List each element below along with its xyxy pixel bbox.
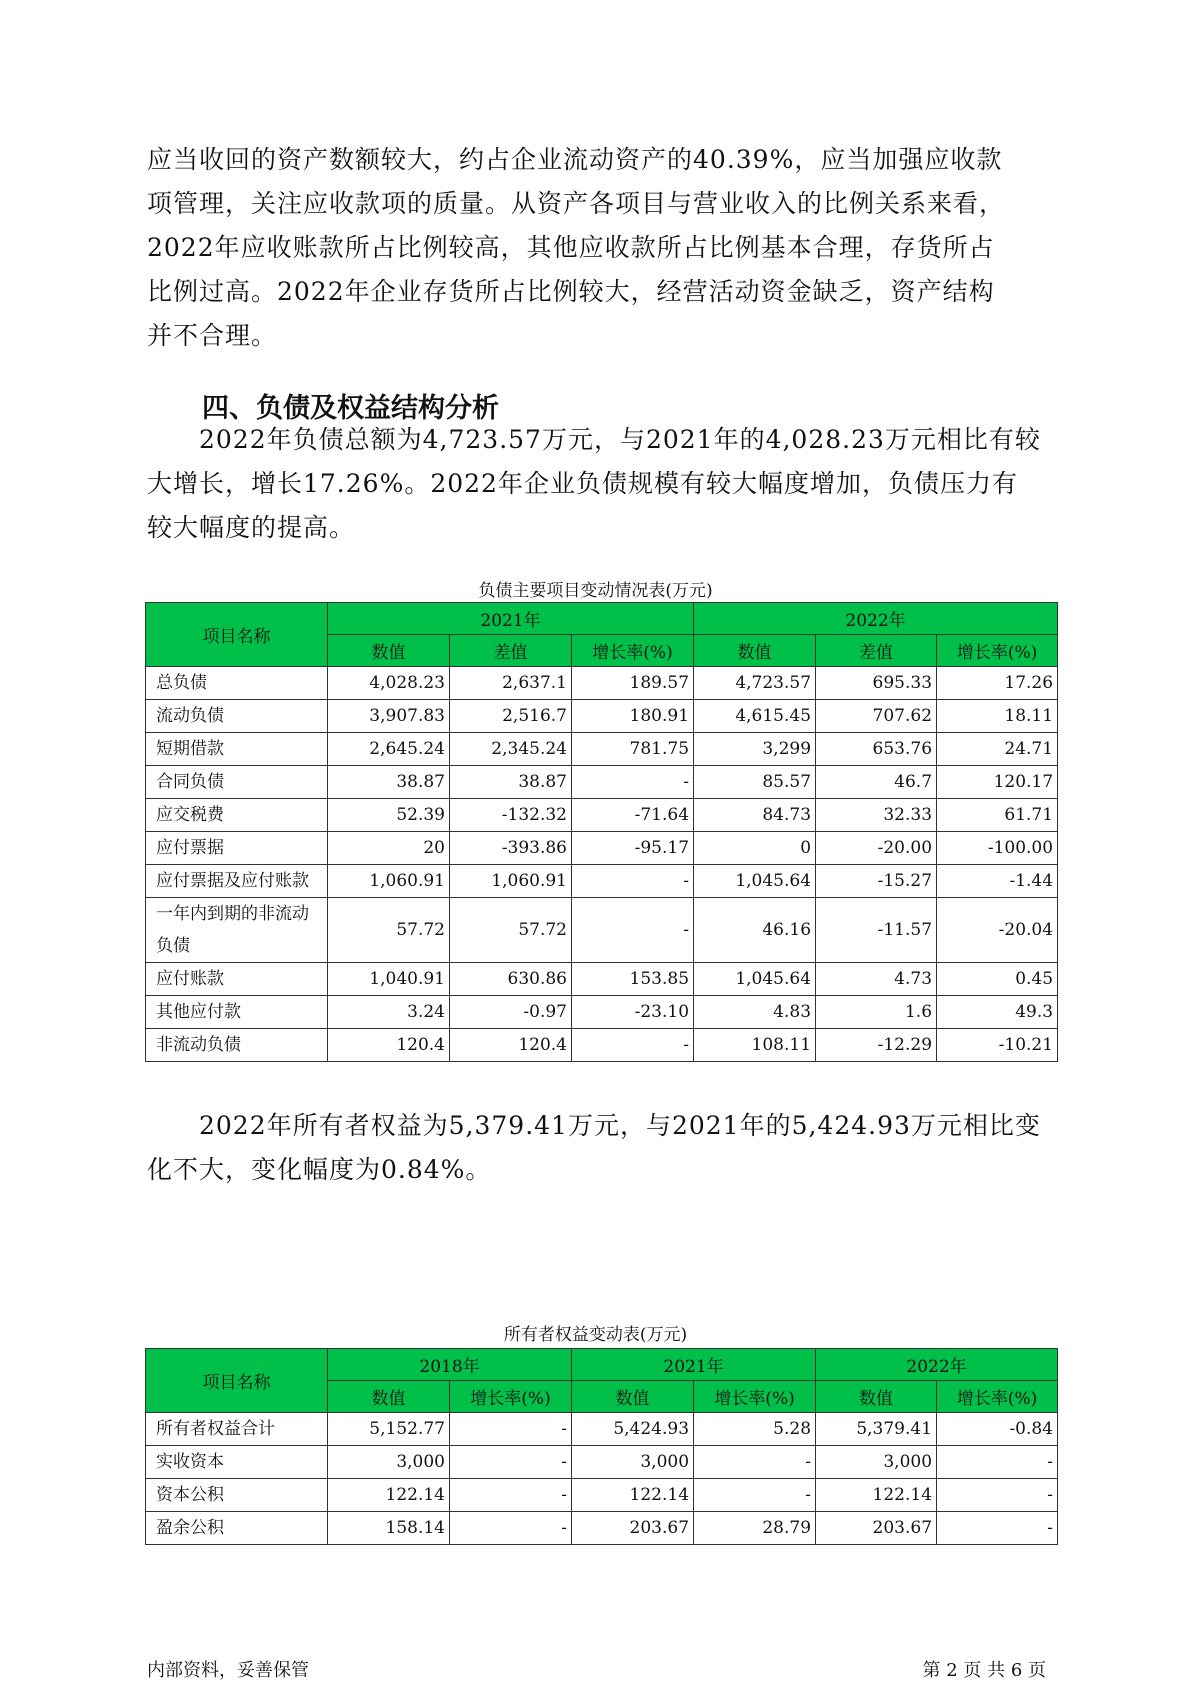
table-cell: -95.17: [572, 832, 694, 865]
table-cell: 85.57: [694, 766, 816, 799]
table-cell: 20: [328, 832, 450, 865]
intro-line: 应当收回的资产数额较大，约占企业流动资产的40.39%，应当加强应收款: [147, 145, 1003, 174]
footer-page-number: 第 2 页 共 6 页: [922, 1660, 1046, 1681]
table-cell: 3,907.83: [328, 700, 450, 733]
row-label: 资本公积: [146, 1479, 328, 1512]
table2-caption: 所有者权益变动表(万元): [503, 1325, 688, 1345]
table-row: [146, 1413, 1058, 1446]
table2-header-year: 2018年: [328, 1349, 572, 1381]
table-cell: 0: [694, 832, 816, 865]
table-row: [146, 898, 1058, 963]
table-cell: 2,345.24: [450, 733, 572, 766]
row-label: 流动负债: [146, 700, 328, 733]
table-row: [146, 996, 1058, 1029]
table-cell: 28.79: [694, 1512, 816, 1545]
table-cell: -: [572, 766, 694, 799]
table1-caption: 负债主要项目变动情况表(万元): [478, 581, 713, 601]
table-cell: 18.11: [937, 700, 1058, 733]
table2-subheader: 数值: [328, 1381, 450, 1413]
row-label: 所有者权益合计: [146, 1413, 328, 1446]
intro-line: 比例过高。2022年企业存货所占比例较大，经营活动资金缺乏，资产结构: [147, 277, 995, 306]
table-cell: -20.00: [816, 832, 937, 865]
table-cell: 61.71: [937, 799, 1058, 832]
table-row: [146, 799, 1058, 832]
table-cell: 3,000: [816, 1446, 937, 1479]
table-row: [146, 963, 1058, 996]
table-row: [146, 766, 1058, 799]
table-cell: 120.17: [937, 766, 1058, 799]
table-cell: -: [450, 1512, 572, 1545]
liability-paragraph: [147, 418, 1047, 550]
liability-line: 较大幅度的提高。: [147, 513, 356, 542]
table-cell: 653.76: [816, 733, 937, 766]
table-row: [146, 667, 1058, 700]
table-cell: -132.32: [450, 799, 572, 832]
table-cell: -: [450, 1413, 572, 1446]
table2-subheader: 增长率(%): [450, 1381, 572, 1413]
table-cell: 781.75: [572, 733, 694, 766]
table-cell: 5.28: [694, 1413, 816, 1446]
table-cell: 32.33: [816, 799, 937, 832]
table-row: [146, 1479, 1058, 1512]
table-cell: 4,615.45: [694, 700, 816, 733]
liability-table: [145, 602, 1058, 1062]
table-cell: -: [937, 1446, 1058, 1479]
table-cell: 1,060.91: [450, 865, 572, 898]
table-cell: -: [572, 865, 694, 898]
table-cell: -23.10: [572, 996, 694, 1029]
table-cell: 57.72: [450, 898, 572, 963]
table-cell: 1.6: [816, 996, 937, 1029]
intro-line: 并不合理。: [147, 321, 278, 350]
table-cell: 4.73: [816, 963, 937, 996]
table-cell: 122.14: [328, 1479, 450, 1512]
table-row: [146, 1512, 1058, 1545]
table-cell: 120.4: [450, 1029, 572, 1062]
table1-header-year: 2022年: [694, 603, 1058, 635]
table2-subheader: 数值: [816, 1381, 937, 1413]
table-cell: -: [694, 1479, 816, 1512]
table-cell: 189.57: [572, 667, 694, 700]
row-label: 一年内到期的非流动负债: [146, 898, 328, 963]
table-cell: 630.86: [450, 963, 572, 996]
table-cell: 49.3: [937, 996, 1058, 1029]
equity-line: 化不大，变化幅度为0.84%。: [147, 1155, 492, 1184]
intro-line: 2022年应收账款所占比例较高，其他应收款所占比例基本合理，存货所占: [147, 233, 995, 262]
table1-subheader: 数值: [328, 635, 450, 667]
row-label: 合同负债: [146, 766, 328, 799]
table-cell: -15.27: [816, 865, 937, 898]
row-label: 其他应付款: [146, 996, 328, 1029]
table-cell: 180.91: [572, 700, 694, 733]
row-label: 盈余公积: [146, 1512, 328, 1545]
table1-subheader: 差值: [816, 635, 937, 667]
table-cell: 84.73: [694, 799, 816, 832]
table-cell: 5,424.93: [572, 1413, 694, 1446]
table-cell: -11.57: [816, 898, 937, 963]
table-cell: -0.84: [937, 1413, 1058, 1446]
table-row: [146, 733, 1058, 766]
table1-subheader: 增长率(%): [572, 635, 694, 667]
table-cell: -71.64: [572, 799, 694, 832]
table-cell: 3,000: [328, 1446, 450, 1479]
table-cell: -: [450, 1479, 572, 1512]
table-row: [146, 865, 1058, 898]
row-label: 总负债: [146, 667, 328, 700]
table-cell: 695.33: [816, 667, 937, 700]
table-cell: 38.87: [328, 766, 450, 799]
row-label: 应付票据及应付账款: [146, 865, 328, 898]
table1-header-item: 项目名称: [146, 603, 328, 667]
table-cell: 4,723.57: [694, 667, 816, 700]
table-cell: 24.71: [937, 733, 1058, 766]
liability-line: 2022年负债总额为4,723.57万元，与2021年的4,028.23万元相比有较: [199, 425, 1041, 454]
equity-table: [145, 1348, 1058, 1545]
table-cell: -: [572, 1029, 694, 1062]
table-cell: -: [937, 1512, 1058, 1545]
table-cell: 2,645.24: [328, 733, 450, 766]
equity-paragraph: [147, 1104, 1047, 1192]
table-cell: -: [937, 1479, 1058, 1512]
table-cell: 3,000: [572, 1446, 694, 1479]
equity-line: 2022年所有者权益为5,379.41万元，与2021年的5,424.93万元相比变: [199, 1111, 1041, 1140]
table-cell: 4.83: [694, 996, 816, 1029]
table-cell: 0.45: [937, 963, 1058, 996]
table-cell: -: [450, 1446, 572, 1479]
section-heading: 四、负债及权益结构分析: [202, 393, 499, 424]
table-cell: 3,299: [694, 733, 816, 766]
table-cell: 17.26: [937, 667, 1058, 700]
table-cell: 1,045.64: [694, 865, 816, 898]
table2-header-item: 项目名称: [146, 1349, 328, 1413]
row-label: 实收资本: [146, 1446, 328, 1479]
table-row: [146, 700, 1058, 733]
table-cell: 120.4: [328, 1029, 450, 1062]
table-cell: 3.24: [328, 996, 450, 1029]
footer-confidential: 内部资料，妥善保管: [147, 1660, 309, 1681]
table-cell: -10.21: [937, 1029, 1058, 1062]
table2-subheader: 增长率(%): [937, 1381, 1058, 1413]
table-cell: 122.14: [816, 1479, 937, 1512]
table-cell: -393.86: [450, 832, 572, 865]
table1-subheader: 增长率(%): [937, 635, 1058, 667]
table-row: [146, 832, 1058, 865]
table-cell: 46.16: [694, 898, 816, 963]
table1-header-year: 2021年: [328, 603, 694, 635]
table-cell: 52.39: [328, 799, 450, 832]
table-cell: -1.44: [937, 865, 1058, 898]
table-cell: 1,060.91: [328, 865, 450, 898]
table2-header-year: 2021年: [572, 1349, 816, 1381]
table-cell: -: [694, 1446, 816, 1479]
table-cell: 203.67: [816, 1512, 937, 1545]
table-cell: 1,040.91: [328, 963, 450, 996]
table-row: [146, 1029, 1058, 1062]
table-cell: 122.14: [572, 1479, 694, 1512]
table2-subheader: 增长率(%): [694, 1381, 816, 1413]
intro-line: 项管理，关注应收款项的质量。从资产各项目与营业收入的比例关系来看，: [147, 189, 1006, 218]
table1-subheader: 数值: [694, 635, 816, 667]
liability-line: 大增长，增长17.26%。2022年企业负债规模有较大幅度增加，负债压力有: [147, 469, 1018, 498]
table-cell: 4,028.23: [328, 667, 450, 700]
table-cell: -: [572, 898, 694, 963]
table-cell: -100.00: [937, 832, 1058, 865]
table-cell: 203.67: [572, 1512, 694, 1545]
table-cell: 5,379.41: [816, 1413, 937, 1446]
table2-subheader: 数值: [572, 1381, 694, 1413]
table-cell: 5,152.77: [328, 1413, 450, 1446]
row-label: 应交税费: [146, 799, 328, 832]
table-cell: 153.85: [572, 963, 694, 996]
table-cell: 2,637.1: [450, 667, 572, 700]
table-cell: 108.11: [694, 1029, 816, 1062]
table-row: [146, 1446, 1058, 1479]
table-cell: 158.14: [328, 1512, 450, 1545]
table-cell: -20.04: [937, 898, 1058, 963]
table-cell: 707.62: [816, 700, 937, 733]
table2-header-year: 2022年: [816, 1349, 1058, 1381]
table-cell: 2,516.7: [450, 700, 572, 733]
row-label: 应付票据: [146, 832, 328, 865]
table1-subheader: 差值: [450, 635, 572, 667]
row-label: 短期借款: [146, 733, 328, 766]
intro-paragraph: [147, 138, 1047, 358]
table-cell: 1,045.64: [694, 963, 816, 996]
row-label: 应付账款: [146, 963, 328, 996]
table-cell: 46.7: [816, 766, 937, 799]
table-cell: 38.87: [450, 766, 572, 799]
table-cell: -0.97: [450, 996, 572, 1029]
table-cell: -12.29: [816, 1029, 937, 1062]
row-label: 非流动负债: [146, 1029, 328, 1062]
table-cell: 57.72: [328, 898, 450, 963]
